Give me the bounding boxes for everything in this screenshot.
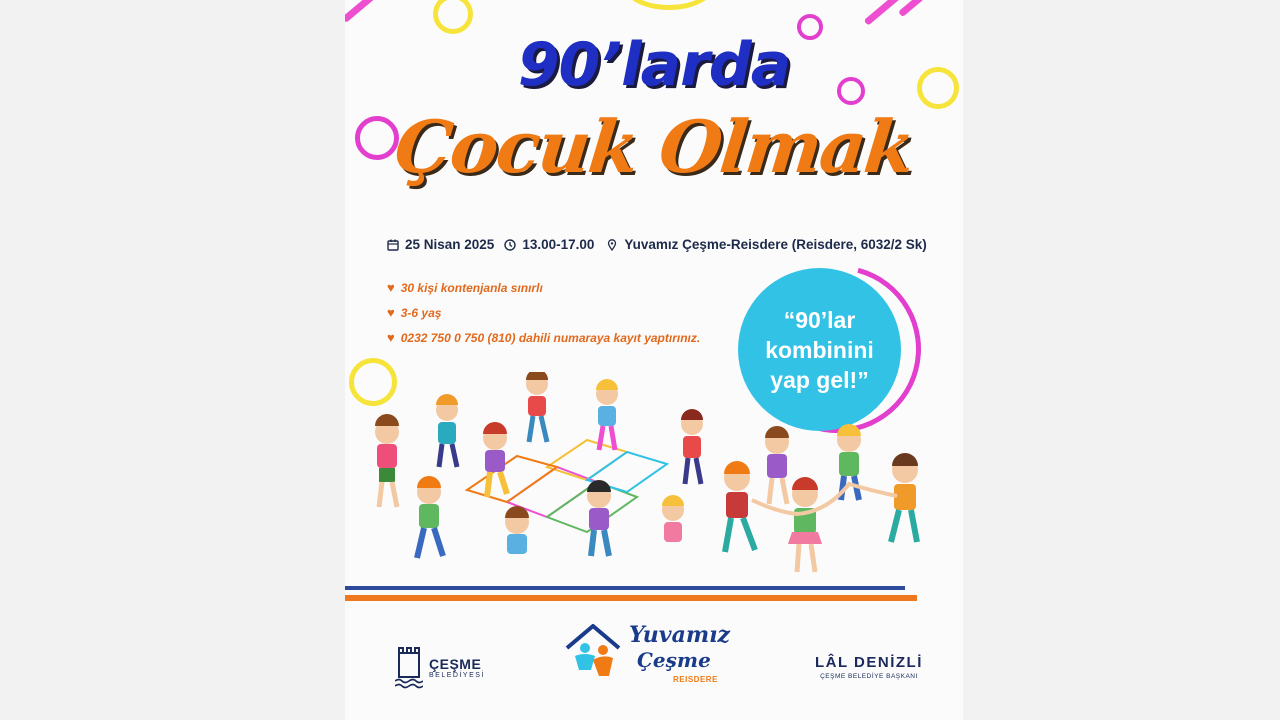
divider-blue: [345, 586, 905, 590]
child-figure-14: [837, 424, 861, 500]
children-playing-illustration: [357, 372, 937, 582]
event-info-row: [387, 237, 927, 252]
child-figure-10: [662, 495, 684, 542]
stripe-top-right-2: [898, 0, 924, 17]
lal-denizli-logo: [815, 654, 923, 680]
heart-icon: ♥: [387, 305, 395, 320]
child-figure-6: [483, 422, 507, 497]
holding-hands-line: [752, 484, 897, 514]
calendar-icon: [387, 239, 399, 251]
yellow-ring-top: [433, 0, 473, 34]
title-line-2: Çocuk Olmak: [390, 104, 918, 189]
child-figure-3: [526, 372, 548, 442]
event-location: Yuvamız Çeşme-Reisdere (Reisdere, 6032/2 Sk): [624, 237, 927, 252]
child-figure-13: [788, 477, 822, 572]
child-figure-9: [587, 480, 611, 556]
bullet-registration: [387, 330, 700, 345]
cesme-belediyesi-logo: [395, 645, 485, 689]
heart-icon: ♥: [387, 330, 395, 345]
poster: [345, 0, 963, 720]
child-figure-12: [765, 426, 789, 504]
cesme-logo-sub: BELEDİYESİ: [429, 671, 485, 679]
child-figure-5: [681, 409, 703, 484]
divider-orange: [345, 595, 917, 601]
bubble-line-1: “90’lar: [783, 306, 856, 333]
child-figure-8: [505, 506, 529, 554]
yuvamiz-cesme-logo: [563, 620, 730, 690]
bullet-text: 3-6 yaş: [400, 305, 442, 320]
stripe-top-left: [345, 0, 377, 23]
yellow-ring-top-center: [623, 0, 715, 10]
heart-icon: ♥: [387, 280, 395, 295]
bubble-line-3: yap gel!”: [770, 366, 869, 393]
child-figure-4: [596, 379, 618, 450]
clock-icon: [504, 239, 516, 251]
yuvamiz-logo-line-1: Yuvamız: [629, 622, 730, 648]
lal-denizli-title: ÇEŞME BELEDİYE BAŞKANI: [820, 673, 918, 680]
bullet-capacity: [387, 280, 543, 295]
bullet-text: 0232 750 0 750 (810) dahili numaraya kayıt yaptırınız.: [400, 330, 701, 345]
child-figure-1: [375, 414, 399, 507]
child-figure-2: [436, 394, 458, 467]
lal-denizli-name: LÂL DENİZLİ: [815, 654, 923, 671]
event-time: 13.00-17.00: [522, 237, 595, 252]
event-date: 25 Nisan 2025: [405, 237, 495, 252]
cesme-logo-main: ÇEŞME: [429, 655, 482, 672]
bubble-line-2: kombinini: [765, 336, 874, 363]
title-line-1: 90’larda: [517, 30, 791, 100]
yuvamiz-logo-line-2: Çeşme: [637, 648, 711, 672]
castle-icon: [395, 645, 423, 689]
child-figure-7: [417, 476, 443, 558]
child-figure-11: [724, 461, 755, 552]
stripe-top-right-1: [864, 0, 901, 26]
location-pin-icon: [606, 239, 618, 251]
bullet-text: 30 kişi kontenjanla sınırlı: [400, 280, 543, 295]
house-family-icon: [563, 620, 625, 678]
yuvamiz-logo-sub: REISDERE: [673, 675, 718, 684]
bullet-age: [387, 305, 441, 320]
